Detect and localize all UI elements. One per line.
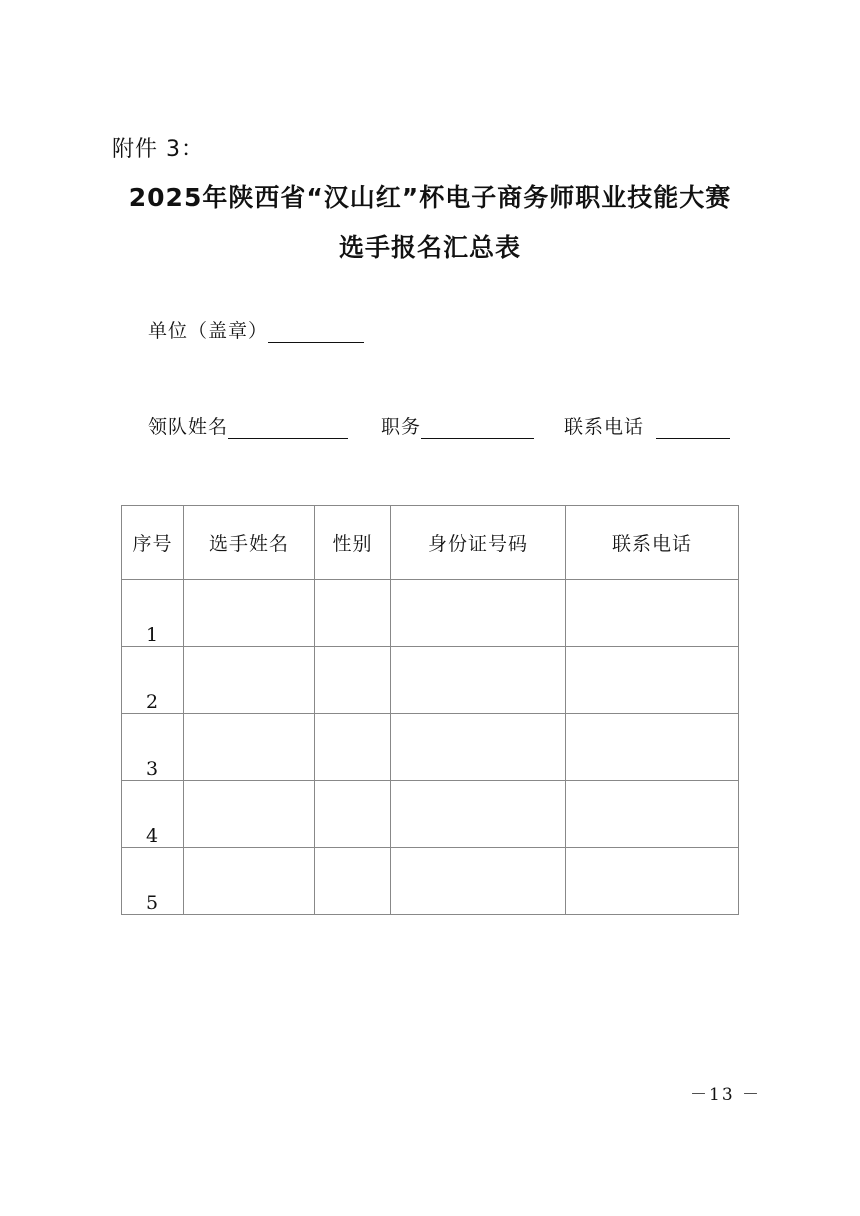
id-number-cell[interactable] — [391, 647, 566, 714]
row-number: 2 — [122, 647, 184, 714]
phone-blank[interactable] — [656, 416, 730, 439]
leader-label: 领队姓名 — [148, 416, 229, 438]
attachment-label: 附件 3： — [112, 137, 204, 162]
table-row — [122, 714, 739, 781]
phone-cell[interactable] — [566, 714, 739, 781]
phone-field — [564, 412, 730, 439]
id-number-cell[interactable] — [391, 781, 566, 848]
contestant-table — [121, 505, 739, 915]
duty-field — [381, 412, 534, 439]
table-row — [122, 848, 739, 915]
name-cell[interactable] — [184, 714, 315, 781]
page-number: －13 － — [690, 1085, 762, 1105]
id-number-cell[interactable] — [391, 848, 566, 915]
row-number: 3 — [122, 714, 184, 781]
name-cell[interactable] — [184, 848, 315, 915]
leader-field — [148, 412, 348, 439]
duty-label: 职务 — [381, 416, 422, 438]
id-number-cell[interactable] — [391, 714, 566, 781]
name-cell[interactable] — [184, 781, 315, 848]
header-gender: 性别 — [315, 506, 391, 580]
duty-blank[interactable] — [421, 416, 534, 439]
gender-cell[interactable] — [315, 580, 391, 647]
row-number: 1 — [122, 580, 184, 647]
table-row — [122, 580, 739, 647]
gender-cell[interactable] — [315, 848, 391, 915]
unit-blank[interactable] — [268, 320, 364, 343]
gender-cell[interactable] — [315, 781, 391, 848]
name-cell[interactable] — [184, 580, 315, 647]
row-number: 5 — [122, 848, 184, 915]
unit-label: 单位（盖章） — [148, 320, 269, 342]
name-cell[interactable] — [184, 647, 315, 714]
gender-cell[interactable] — [315, 714, 391, 781]
table-row — [122, 781, 739, 848]
leader-blank[interactable] — [228, 416, 348, 439]
table-header-row — [122, 506, 739, 580]
header-id-number: 身份证号码 — [391, 506, 566, 580]
phone-cell[interactable] — [566, 848, 739, 915]
page-title-line2: 选手报名汇总表 — [338, 233, 521, 262]
header-seq: 序号 — [122, 506, 184, 580]
phone-cell[interactable] — [566, 781, 739, 848]
unit-field — [148, 316, 364, 343]
row-number: 4 — [122, 781, 184, 848]
header-name: 选手姓名 — [184, 506, 315, 580]
phone-cell[interactable] — [566, 647, 739, 714]
id-number-cell[interactable] — [391, 580, 566, 647]
page-title-line1: 2025年陕西省“汉山红”杯电子商务师职业技能大赛 — [128, 183, 732, 212]
gender-cell[interactable] — [315, 647, 391, 714]
table-row — [122, 647, 739, 714]
phone-cell[interactable] — [566, 580, 739, 647]
header-phone: 联系电话 — [566, 506, 739, 580]
phone-label: 联系电话 — [564, 416, 645, 438]
